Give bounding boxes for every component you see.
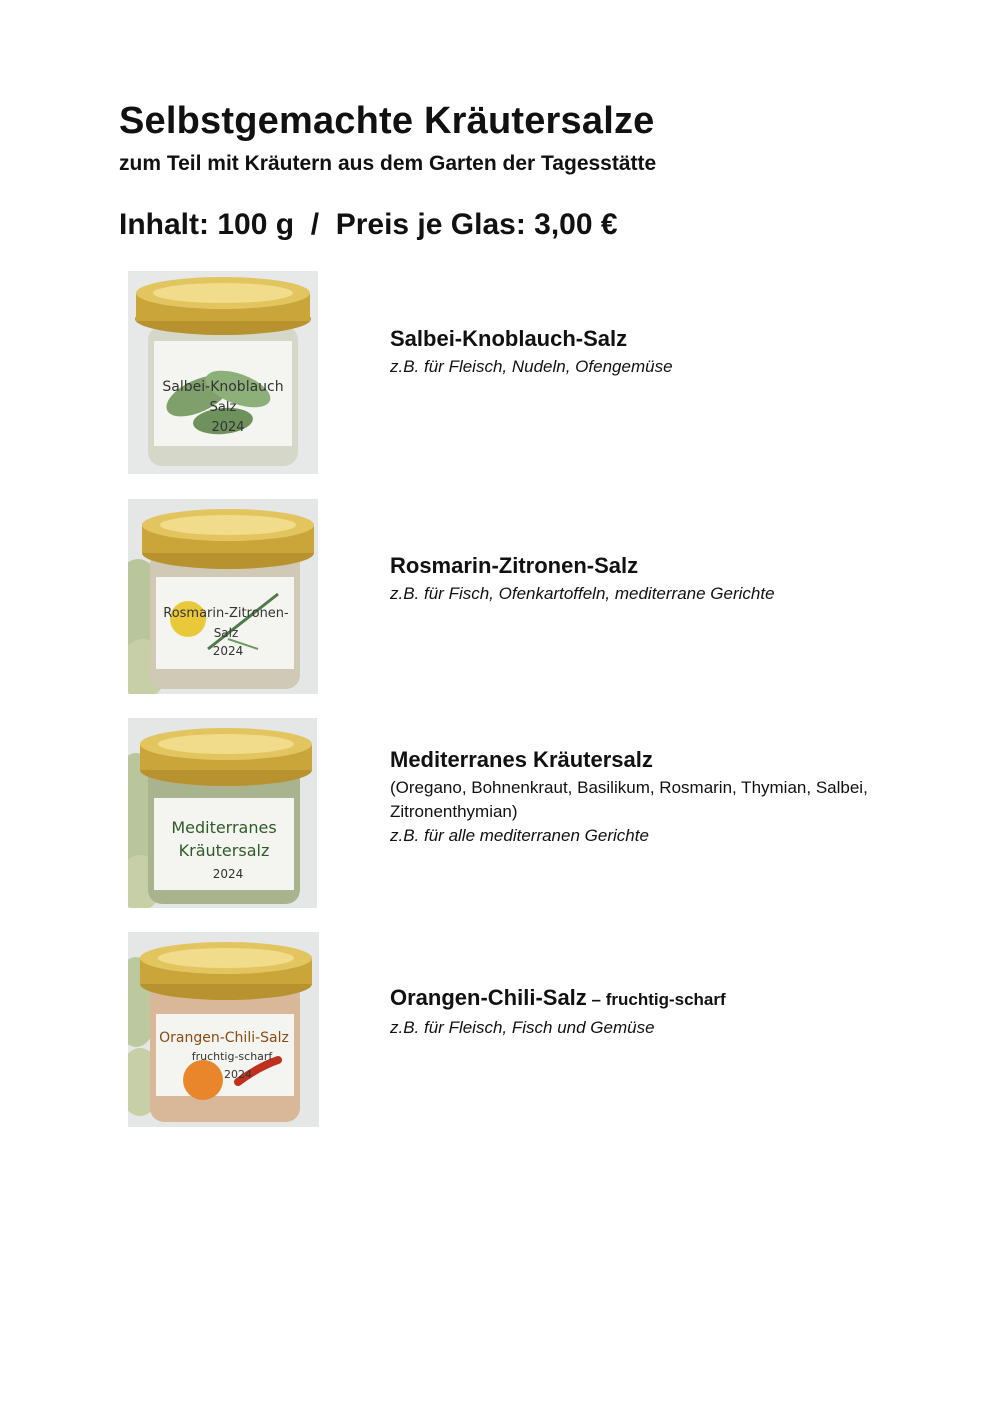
jar-label-line-2: Salz	[213, 626, 239, 640]
jar-photo-2	[128, 499, 318, 694]
jar-photo-3	[128, 718, 317, 908]
herb-jar-icon	[128, 718, 317, 908]
jar-label-line-1: Orangen-Chili-Salz	[159, 1030, 289, 1046]
rosemary-lemon-jar-icon	[128, 499, 318, 694]
product-name-suffix: – fruchtig-scharf	[586, 990, 726, 1009]
jar-label-line-2: Kräutersalz	[178, 841, 270, 860]
page-subtitle: zum Teil mit Kräutern aus dem Garten der Tagesstätte	[119, 152, 657, 175]
product-usage: z.B. für Fleisch, Fisch und Gemüse	[390, 1018, 655, 1037]
jar-photo-4	[128, 932, 319, 1127]
product-name-main: Orangen-Chili-Salz	[390, 985, 587, 1010]
product-item-salbei-knoblauch	[128, 271, 888, 475]
product-ingredients: (Oregano, Bohnenkraut, Basilikum, Rosmarin, Thymian, Salbei, Zitronenthymian)	[390, 778, 868, 821]
product-name: Salbei-Knoblauch-Salz	[390, 326, 628, 351]
jar-label-line-2: fruchtig-scharf	[191, 1050, 273, 1063]
sage-jar-icon	[128, 271, 318, 474]
jar-label-line-2: Salz	[209, 400, 237, 415]
jar-label-line-3: 2024	[212, 867, 244, 881]
jar-photo-1	[128, 271, 318, 474]
jar-label-line-3: 2024	[212, 644, 244, 658]
product-usage: z.B. für Fisch, Ofenkartoffeln, mediterrane Gerichte	[390, 584, 775, 603]
product-info-3	[390, 746, 870, 848]
product-name	[390, 984, 726, 1014]
product-item-orangen-chili	[128, 932, 888, 1127]
product-name: Rosmarin-Zitronen-Salz	[390, 553, 639, 578]
product-usage: z.B. für alle mediterranen Gerichte	[390, 826, 649, 845]
jar-label-line-1: Mediterranes	[171, 818, 277, 837]
product-item-rosmarin-zitronen	[128, 499, 888, 694]
jar-label-line-1: Salbei-Knoblauch	[162, 379, 284, 395]
jar-label-line-3: 2024	[211, 420, 245, 435]
product-usage: z.B. für Fleisch, Nudeln, Ofengemüse	[390, 357, 673, 376]
page-title: Selbstgemachte Kräutersalze	[119, 100, 655, 142]
product-name: Mediterranes Kräutersalz	[390, 747, 653, 772]
jar-label-line-1: Rosmarin-Zitronen-	[163, 606, 289, 621]
jar-label-line-3: 2024	[224, 1068, 252, 1081]
product-item-mediterranes	[128, 718, 888, 908]
product-info-1	[390, 325, 673, 379]
product-info-2	[390, 552, 775, 606]
price-info: Inhalt: 100 g / Preis je Glas: 3,00 €	[119, 208, 618, 241]
orange-chili-jar-icon	[128, 932, 319, 1127]
product-info-4	[390, 984, 726, 1040]
